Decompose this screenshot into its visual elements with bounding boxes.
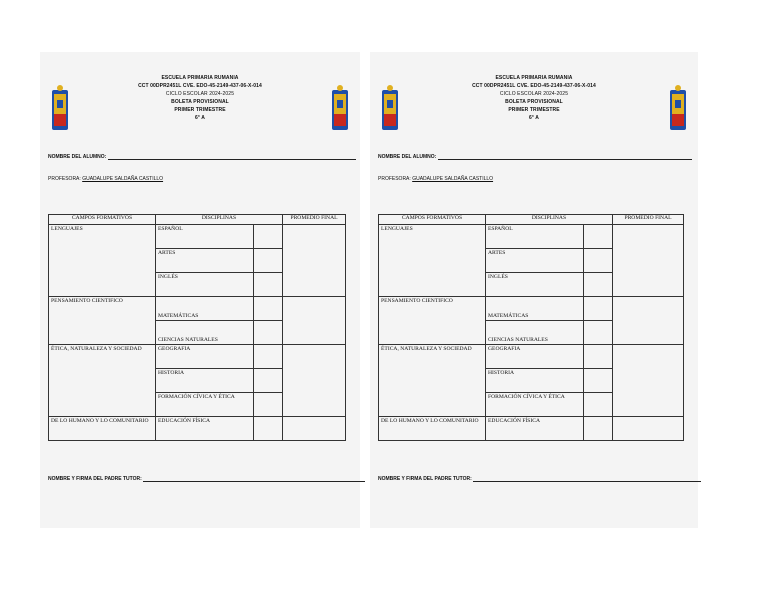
header-promedio: PROMEDIO FINAL: [283, 215, 346, 225]
grade-cell[interactable]: [254, 321, 283, 345]
table-row: [379, 225, 684, 249]
school-codes: CCT 00DPR2451L CVE. EDO-45-2149-437-06-X-014: [472, 83, 596, 89]
term-label: PRIMER TRIMESTRE: [508, 107, 560, 113]
coat-of-arms-icon: [50, 84, 70, 136]
coat-of-arms-icon: [668, 84, 688, 136]
disciplina-cell: MATEMÁTICAS: [156, 297, 254, 321]
school-name: ESCUELA PRIMARIA RUMANIA: [161, 75, 239, 81]
disciplina-cell: ARTES: [156, 249, 254, 273]
campo-cell: LENGUAJES: [379, 225, 486, 297]
disciplina-cell: HISTORIA: [486, 369, 584, 393]
grade-cell[interactable]: [584, 345, 613, 369]
grade-cell[interactable]: [584, 369, 613, 393]
disciplina-cell: GEOGRAFIA: [486, 345, 584, 369]
grade-cell[interactable]: [584, 249, 613, 273]
school-cycle: CICLO ESCOLAR 2024-2025: [165, 91, 235, 97]
teacher-row: [378, 176, 493, 182]
table-row: [49, 297, 346, 321]
tutor-signature-row: [378, 476, 701, 482]
average-cell[interactable]: [283, 297, 346, 345]
teacher-label: PROFESORA:: [378, 176, 411, 182]
table-row: [379, 297, 684, 321]
student-label: NOMBRE DEL ALUMNO:: [48, 154, 107, 160]
campo-cell: ÉTICA, NATURALEZA Y SOCIEDAD: [379, 345, 486, 417]
school-name: ESCUELA PRIMARIA RUMANIA: [495, 75, 573, 81]
coat-of-arms-icon: [380, 84, 400, 136]
grade-cell[interactable]: [254, 393, 283, 417]
grade-cell[interactable]: [584, 417, 613, 441]
tutor-signature-line: [473, 476, 701, 482]
grade-cell[interactable]: [584, 225, 613, 249]
teacher-name: GUADALUPE SALDAÑA CASTILLO: [412, 176, 494, 182]
header-disciplinas: DISCIPLINAS: [486, 215, 613, 225]
grade-cell[interactable]: [254, 273, 283, 297]
average-cell[interactable]: [283, 345, 346, 417]
student-name-row: [378, 154, 692, 160]
teacher-row: [48, 176, 163, 182]
school-header: [100, 74, 300, 122]
average-cell[interactable]: [283, 417, 346, 441]
campo-cell: LENGUAJES: [49, 225, 156, 297]
disciplina-cell: EDUCACIÓN FÍSICA: [156, 417, 254, 441]
grades-table: [48, 214, 346, 441]
table-header-row: [49, 215, 346, 225]
teacher-name: GUADALUPE SALDAÑA CASTILLO: [82, 176, 164, 182]
coat-of-arms-icon: [330, 84, 350, 136]
grade-cell[interactable]: [584, 321, 613, 345]
disciplina-cell: EDUCACIÓN FÍSICA: [486, 417, 584, 441]
header-campos: CAMPOS FORMATIVOS: [49, 215, 156, 225]
table-row: [49, 345, 346, 369]
grades-table: [378, 214, 684, 441]
disciplina-cell: HISTORIA: [156, 369, 254, 393]
grade-cell[interactable]: [254, 369, 283, 393]
table-row: [379, 417, 684, 441]
group-label: 6° A: [195, 115, 205, 121]
student-name-row: [48, 154, 356, 160]
student-name-line: [438, 154, 692, 160]
grade-cell[interactable]: [254, 225, 283, 249]
average-cell[interactable]: [613, 345, 684, 417]
tutor-label: NOMBRE Y FIRMA DEL PADRE TUTOR:: [48, 476, 142, 482]
disciplina-cell: ARTES: [486, 249, 584, 273]
report-card-left: [40, 52, 360, 528]
average-cell[interactable]: [613, 417, 684, 441]
tutor-signature-line: [143, 476, 365, 482]
disciplina-cell: FORMACIÓN CÍVICA Y ÉTICA: [486, 393, 584, 417]
school-cycle: CICLO ESCOLAR 2024-2025: [499, 91, 569, 97]
grade-cell[interactable]: [254, 345, 283, 369]
campo-cell: PENSAMIENTO CIENTIFICO: [379, 297, 486, 345]
header-promedio: PROMEDIO FINAL: [613, 215, 684, 225]
school-codes: CCT 00DPR2451L CVE. EDO-45-2149-437-06-X-014: [138, 83, 262, 89]
student-label: NOMBRE DEL ALUMNO:: [378, 154, 437, 160]
grade-cell[interactable]: [254, 297, 283, 321]
campo-cell: DE LO HUMANO Y LO COMUNITARIO: [49, 417, 156, 441]
disciplina-cell: FORMACIÓN CÍVICA Y ÉTICA: [156, 393, 254, 417]
header-campos: CAMPOS FORMATIVOS: [379, 215, 486, 225]
grade-cell[interactable]: [584, 393, 613, 417]
average-cell[interactable]: [613, 225, 684, 297]
disciplina-cell: ESPAÑOL: [486, 225, 584, 249]
disciplina-cell: ESPAÑOL: [156, 225, 254, 249]
term-label: PRIMER TRIMESTRE: [174, 107, 226, 113]
campo-cell: ÉTICA, NATURALEZA Y SOCIEDAD: [49, 345, 156, 417]
disciplina-cell: INGLÉS: [156, 273, 254, 297]
disciplina-cell: CIENCIAS NATURALES: [486, 321, 584, 345]
disciplina-cell: INGLÉS: [486, 273, 584, 297]
tutor-signature-row: [48, 476, 365, 482]
table-row: [379, 345, 684, 369]
grade-cell[interactable]: [584, 273, 613, 297]
document-title: BOLETA PROVISIONAL: [505, 99, 563, 105]
table-row: [49, 225, 346, 249]
disciplina-cell: CIENCIAS NATURALES: [156, 321, 254, 345]
campo-cell: PENSAMIENTO CIENTIFICO: [49, 297, 156, 345]
table-row: [49, 417, 346, 441]
grade-cell[interactable]: [254, 249, 283, 273]
teacher-label: PROFESORA:: [48, 176, 81, 182]
grade-cell[interactable]: [584, 297, 613, 321]
grade-cell[interactable]: [254, 417, 283, 441]
document-title: BOLETA PROVISIONAL: [171, 99, 229, 105]
average-cell[interactable]: [283, 225, 346, 297]
disciplina-cell: GEOGRAFIA: [156, 345, 254, 369]
school-header: [430, 74, 638, 122]
disciplina-cell: MATEMÁTICAS: [486, 297, 584, 321]
group-label: 6° A: [529, 115, 539, 121]
report-card-right: [370, 52, 698, 528]
campo-cell: DE LO HUMANO Y LO COMUNITARIO: [379, 417, 486, 441]
table-header-row: [379, 215, 684, 225]
student-name-line: [108, 154, 356, 160]
header-disciplinas: DISCIPLINAS: [156, 215, 283, 225]
tutor-label: NOMBRE Y FIRMA DEL PADRE TUTOR:: [378, 476, 472, 482]
average-cell[interactable]: [613, 297, 684, 345]
